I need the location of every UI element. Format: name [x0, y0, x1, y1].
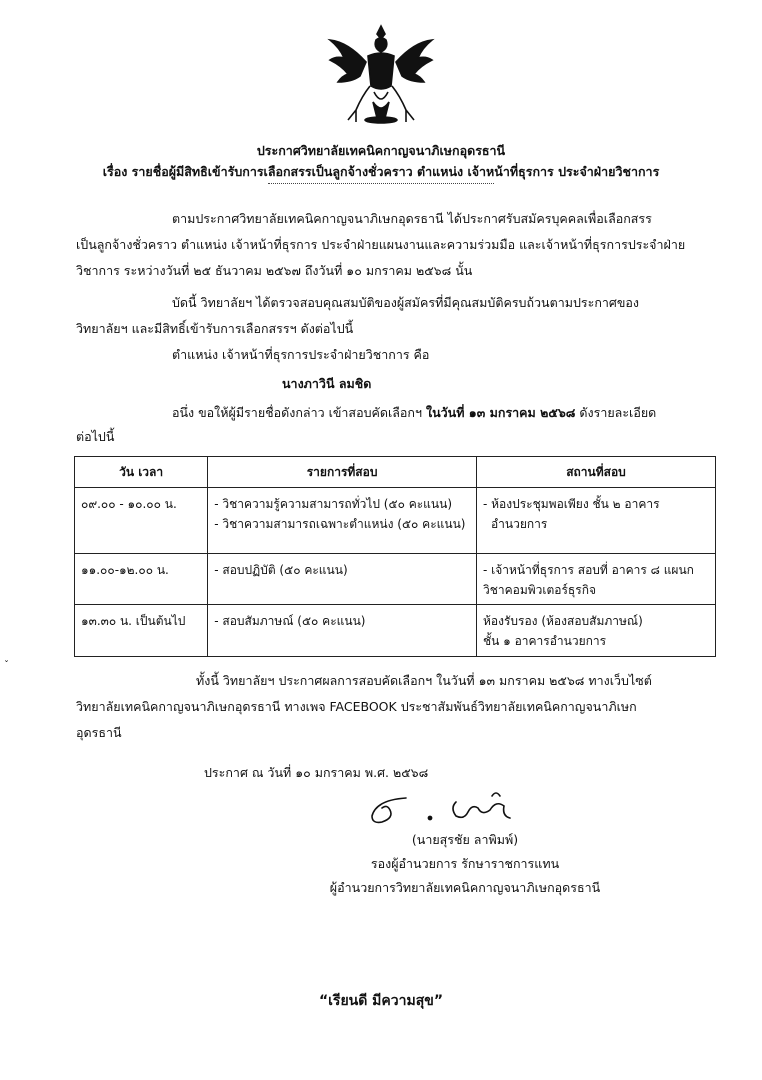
- signer-role-1: รองผู้อำนวยการ รักษาราชการแทน: [370, 856, 560, 871]
- result-line-2: วิทยาลัยเทคนิคกาญจนาภิเษกอุดรธานี ทางเพจ FACEBOOK ประชาสัมพันธ์วิทยาลัยเทคนิคกาญจนาภิเษก: [76, 699, 637, 714]
- title-divider: [268, 183, 494, 185]
- exam-schedule-table: [74, 456, 716, 657]
- scan-mark: ˇ: [4, 660, 9, 671]
- place-line: - เจ้าหน้าที่ธุรการ สอบที่ อาคาร ๘ แผนก: [482, 563, 694, 577]
- table-header-row: [75, 457, 716, 488]
- exam-item: - สอบปฏิบัติ (๕๐ คะแนน): [214, 563, 348, 577]
- exam-notice-line-2: ต่อไปนี้: [76, 429, 115, 444]
- header-datetime: วัน เวลา: [75, 457, 208, 488]
- row-time: ๐๙.๐๐ - ๑๐.๐๐ น.: [75, 488, 208, 554]
- row-place: [476, 605, 715, 657]
- result-line-3: อุดรธานี: [76, 725, 122, 740]
- exam-date: ในวันที่ ๑๓ มกราคม ๒๕๖๘: [426, 405, 576, 420]
- signer-role-2: ผู้อำนวยการวิทยาลัยเทคนิคกาญจนาภิเษกอุดรธานี: [329, 880, 601, 895]
- exam-item: - วิชาความสามารถเฉพาะตำแหน่ง (๕๐ คะแนน): [214, 517, 466, 531]
- candidate-name: นางภาวินี ลมชิด: [282, 376, 372, 391]
- review-line-1: บัดนี้ วิทยาลัยฯ ได้ตรวจสอบคุณสมบัติของผู้สมัครที่มีคุณสมบัติครบถ้วนตามประกาศของ: [172, 295, 640, 310]
- garuda-emblem-icon: [326, 22, 436, 127]
- intro-line-2: เป็นลูกจ้างชั่วคราว ตำแหน่ง เจ้าหน้าที่ธุรการ ประจำฝ่ายแผนงานและความร่วมมือ และเจ้าหน้าที่ธุรการประจำฝ่าย: [76, 237, 686, 252]
- exam-item: - วิชาความรู้ความสามารถทั่วไป (๕๐ คะแนน): [214, 497, 453, 511]
- row-time: ๑๑.๐๐-๑๒.๐๐ น.: [75, 554, 208, 605]
- college-slogan: “เรียนดี มีความสุข”: [318, 993, 444, 1009]
- row-items: [208, 554, 477, 605]
- review-line-2: วิทยาลัยฯ และมีสิทธิ์เข้ารับการเลือกสรรฯ ดังต่อไปนี้: [76, 321, 354, 336]
- place-line: ห้องรับรอง (ห้องสอบสัมภาษณ์): [482, 614, 643, 628]
- exam-item: - สอบสัมภาษณ์ (๕๐ คะแนน): [214, 614, 366, 628]
- header-exam-items: รายการที่สอบ: [208, 457, 477, 488]
- row-time: ๑๓.๓๐ น. เป็นต้นไป: [75, 605, 208, 657]
- announced-date: ประกาศ ณ วันที่ ๑๐ มกราคม พ.ศ. ๒๕๖๘: [204, 765, 429, 780]
- row-items: [208, 488, 477, 554]
- row-items: [208, 605, 477, 657]
- table-row: [75, 554, 716, 605]
- result-line-1: ทั้งนี้ วิทยาลัยฯ ประกาศผลการสอบคัดเลือกฯ ในวันที่ ๑๓ มกราคม ๒๕๖๘ ทางเว็บไซต์: [196, 673, 652, 688]
- row-place: [476, 488, 715, 554]
- place-line: อำนวยการ: [490, 517, 548, 531]
- exam-notice-suffix: ดังรายละเอียด: [579, 405, 657, 420]
- exam-notice-prefix: อนึ่ง ขอให้ผู้มีรายชื่อดังกล่าว เข้าสอบคัดเลือกฯ: [172, 405, 423, 420]
- announcement-subject: เรื่อง รายชื่อผู้มีสิทธิเข้ารับการเลือกสรรเป็นลูกจ้างชั่วคราว ตำแหน่ง เจ้าหน้าที่ธุรการ ประจำฝ่ายวิชาการ: [102, 164, 660, 179]
- place-line: - ห้องประชุมพอเพียง ชั้น ๒ อาคาร: [482, 497, 660, 511]
- signer-name: (นายสุรชัย ลาพิมพ์): [411, 832, 519, 847]
- header-exam-place: สถานที่สอบ: [476, 457, 715, 488]
- signature-icon: [366, 788, 526, 828]
- exam-notice-line-1: [172, 400, 656, 426]
- announcement-title: ประกาศวิทยาลัยเทคนิคกาญจนาภิเษกอุดรธานี: [256, 143, 506, 158]
- table-row: [75, 488, 716, 554]
- row-place: [476, 554, 715, 605]
- place-line: วิชาคอมพิวเตอร์ธุรกิจ: [482, 583, 596, 597]
- position-line: ตำแหน่ง เจ้าหน้าที่ธุรการประจำฝ่ายวิชาการ คือ: [172, 347, 430, 362]
- intro-line-3: วิชาการ ระหว่างวันที่ ๒๕ ธันวาคม ๒๕๖๗ ถึงวันที่ ๑๐ มกราคม ๒๕๖๘ นั้น: [76, 263, 473, 278]
- place-line: ชั้น ๑ อาคารอำนวยการ: [482, 634, 607, 648]
- table-row: [75, 605, 716, 657]
- intro-line-1: ตามประกาศวิทยาลัยเทคนิคกาญจนาภิเษกอุดรธานี ได้ประกาศรับสมัครบุคคลเพื่อเลือกสรร: [172, 211, 652, 226]
